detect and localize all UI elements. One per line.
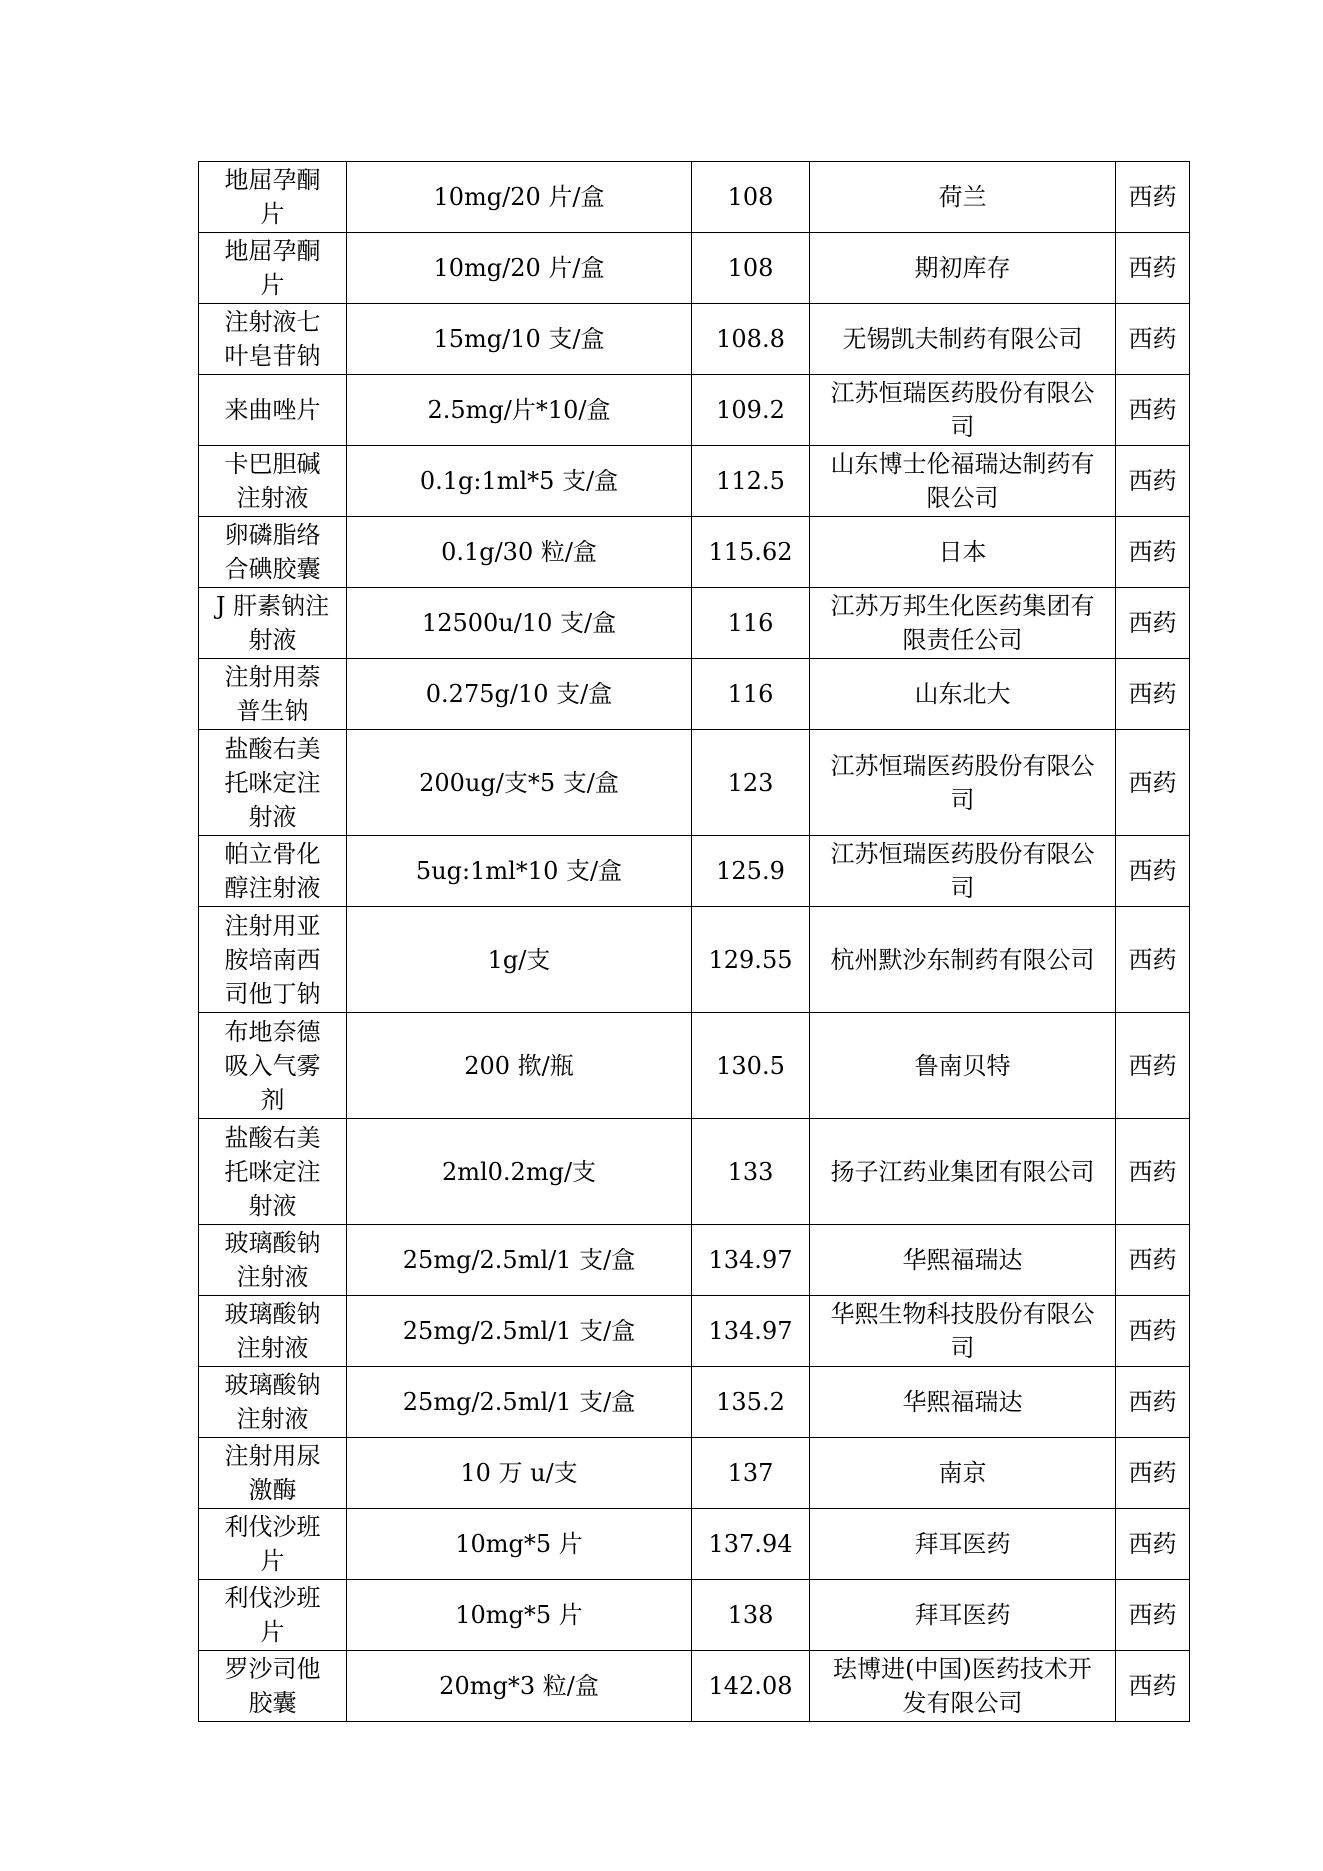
manufacturer-cell: 拜耳医药: [810, 1580, 1116, 1651]
spec-cell: 12500u/10 支/盒: [347, 588, 692, 659]
table-row: [199, 375, 1190, 446]
drug-name-cell: 玻璃酸钠注射液: [199, 1367, 347, 1438]
spec-cell: 1g/支: [347, 907, 692, 1013]
spec-cell: 200 揿/瓶: [347, 1013, 692, 1119]
drug-name-cell: 盐酸右美托咪定注射液: [199, 730, 347, 836]
drug-name-cell: 罗沙司他胶囊: [199, 1651, 347, 1722]
drug-name-cell: 注射液七叶皂苷钠: [199, 304, 347, 375]
spec-cell: 200ug/支*5 支/盒: [347, 730, 692, 836]
price-cell: 108.8: [692, 304, 810, 375]
spec-cell: 20mg*3 粒/盒: [347, 1651, 692, 1722]
drug-name-cell: 注射用尿激酶: [199, 1438, 347, 1509]
manufacturer-cell: 荷兰: [810, 162, 1116, 233]
manufacturer-cell: 鲁南贝特: [810, 1013, 1116, 1119]
price-cell: 134.97: [692, 1296, 810, 1367]
price-cell: 135.2: [692, 1367, 810, 1438]
drug-name-cell: 来曲唑片: [199, 375, 347, 446]
table-row: [199, 1509, 1190, 1580]
spec-cell: 2ml0.2mg/支: [347, 1119, 692, 1225]
table-row: [199, 304, 1190, 375]
category-cell: 西药: [1116, 1013, 1190, 1119]
spec-cell: 2.5mg/片*10/盒: [347, 375, 692, 446]
category-cell: 西药: [1116, 1438, 1190, 1509]
category-cell: 西药: [1116, 659, 1190, 730]
category-cell: 西药: [1116, 1119, 1190, 1225]
category-cell: 西药: [1116, 162, 1190, 233]
table-row: [199, 588, 1190, 659]
category-cell: 西药: [1116, 375, 1190, 446]
table-row: [199, 1651, 1190, 1722]
drug-name-cell: 地屈孕酮片: [199, 162, 347, 233]
spec-cell: 25mg/2.5ml/1 支/盒: [347, 1225, 692, 1296]
drug-name-cell: 玻璃酸钠注射液: [199, 1225, 347, 1296]
category-cell: 西药: [1116, 446, 1190, 517]
price-cell: 133: [692, 1119, 810, 1225]
category-cell: 西药: [1116, 1651, 1190, 1722]
price-cell: 123: [692, 730, 810, 836]
price-cell: 108: [692, 233, 810, 304]
category-cell: 西药: [1116, 1225, 1190, 1296]
category-cell: 西药: [1116, 1296, 1190, 1367]
price-cell: 134.97: [692, 1225, 810, 1296]
drug-name-cell: 玻璃酸钠注射液: [199, 1296, 347, 1367]
spec-cell: 10mg/20 片/盒: [347, 233, 692, 304]
manufacturer-cell: 华熙福瑞达: [810, 1225, 1116, 1296]
manufacturer-cell: 期初库存: [810, 233, 1116, 304]
table-body: [199, 162, 1190, 1722]
drug-name-cell: 卵磷脂络合碘胶囊: [199, 517, 347, 588]
drug-name-cell: 卡巴胆碱注射液: [199, 446, 347, 517]
category-cell: 西药: [1116, 907, 1190, 1013]
table-row: [199, 162, 1190, 233]
table-row: [199, 1438, 1190, 1509]
manufacturer-cell: 日本: [810, 517, 1116, 588]
manufacturer-cell: 江苏恒瑞医药股份有限公司: [810, 730, 1116, 836]
spec-cell: 10mg*5 片: [347, 1580, 692, 1651]
category-cell: 西药: [1116, 730, 1190, 836]
spec-cell: 25mg/2.5ml/1 支/盒: [347, 1296, 692, 1367]
category-cell: 西药: [1116, 836, 1190, 907]
table-row: [199, 1225, 1190, 1296]
manufacturer-cell: 拜耳医药: [810, 1509, 1116, 1580]
spec-cell: 5ug:1ml*10 支/盒: [347, 836, 692, 907]
spec-cell: 0.1g:1ml*5 支/盒: [347, 446, 692, 517]
price-cell: 129.55: [692, 907, 810, 1013]
price-cell: 115.62: [692, 517, 810, 588]
price-cell: 137: [692, 1438, 810, 1509]
price-cell: 130.5: [692, 1013, 810, 1119]
manufacturer-cell: 山东博士伦福瑞达制药有限公司: [810, 446, 1116, 517]
drug-name-cell: J 肝素钠注射液: [199, 588, 347, 659]
category-cell: 西药: [1116, 517, 1190, 588]
drug-name-cell: 利伐沙班片: [199, 1509, 347, 1580]
spec-cell: 25mg/2.5ml/1 支/盒: [347, 1367, 692, 1438]
price-cell: 137.94: [692, 1509, 810, 1580]
spec-cell: 15mg/10 支/盒: [347, 304, 692, 375]
manufacturer-cell: 华熙福瑞达: [810, 1367, 1116, 1438]
table-row: [199, 1580, 1190, 1651]
table-row: [199, 517, 1190, 588]
category-cell: 西药: [1116, 304, 1190, 375]
spec-cell: 10mg/20 片/盒: [347, 162, 692, 233]
table-row: [199, 233, 1190, 304]
drug-name-cell: 注射用萘普生钠: [199, 659, 347, 730]
table-row: [199, 1296, 1190, 1367]
drug-name-cell: 布地奈德吸入气雾剂: [199, 1013, 347, 1119]
price-cell: 112.5: [692, 446, 810, 517]
table-row: [199, 1119, 1190, 1225]
price-cell: 142.08: [692, 1651, 810, 1722]
price-cell: 116: [692, 588, 810, 659]
spec-cell: 0.1g/30 粒/盒: [347, 517, 692, 588]
spec-cell: 10 万 u/支: [347, 1438, 692, 1509]
drug-price-table: [198, 161, 1190, 1722]
drug-name-cell: 注射用亚胺培南西司他丁钠: [199, 907, 347, 1013]
category-cell: 西药: [1116, 1367, 1190, 1438]
spec-cell: 10mg*5 片: [347, 1509, 692, 1580]
category-cell: 西药: [1116, 1509, 1190, 1580]
manufacturer-cell: 无锡凯夫制药有限公司: [810, 304, 1116, 375]
manufacturer-cell: 珐博进(中国)医药技术开发有限公司: [810, 1651, 1116, 1722]
spec-cell: 0.275g/10 支/盒: [347, 659, 692, 730]
table-row: [199, 446, 1190, 517]
drug-name-cell: 帕立骨化醇注射液: [199, 836, 347, 907]
table-row: [199, 907, 1190, 1013]
manufacturer-cell: 杭州默沙东制药有限公司: [810, 907, 1116, 1013]
manufacturer-cell: 南京: [810, 1438, 1116, 1509]
drug-name-cell: 地屈孕酮片: [199, 233, 347, 304]
category-cell: 西药: [1116, 233, 1190, 304]
table-row: [199, 730, 1190, 836]
manufacturer-cell: 扬子江药业集团有限公司: [810, 1119, 1116, 1225]
manufacturer-cell: 江苏万邦生化医药集团有限责任公司: [810, 588, 1116, 659]
table-row: [199, 1367, 1190, 1438]
category-cell: 西药: [1116, 588, 1190, 659]
drug-name-cell: 盐酸右美托咪定注射液: [199, 1119, 347, 1225]
category-cell: 西药: [1116, 1580, 1190, 1651]
price-cell: 125.9: [692, 836, 810, 907]
price-cell: 108: [692, 162, 810, 233]
manufacturer-cell: 江苏恒瑞医药股份有限公司: [810, 836, 1116, 907]
manufacturer-cell: 江苏恒瑞医药股份有限公司: [810, 375, 1116, 446]
table-row: [199, 659, 1190, 730]
manufacturer-cell: 华熙生物科技股份有限公司: [810, 1296, 1116, 1367]
table-row: [199, 836, 1190, 907]
table-row: [199, 1013, 1190, 1119]
drug-name-cell: 利伐沙班片: [199, 1580, 347, 1651]
price-cell: 138: [692, 1580, 810, 1651]
manufacturer-cell: 山东北大: [810, 659, 1116, 730]
price-cell: 109.2: [692, 375, 810, 446]
price-cell: 116: [692, 659, 810, 730]
